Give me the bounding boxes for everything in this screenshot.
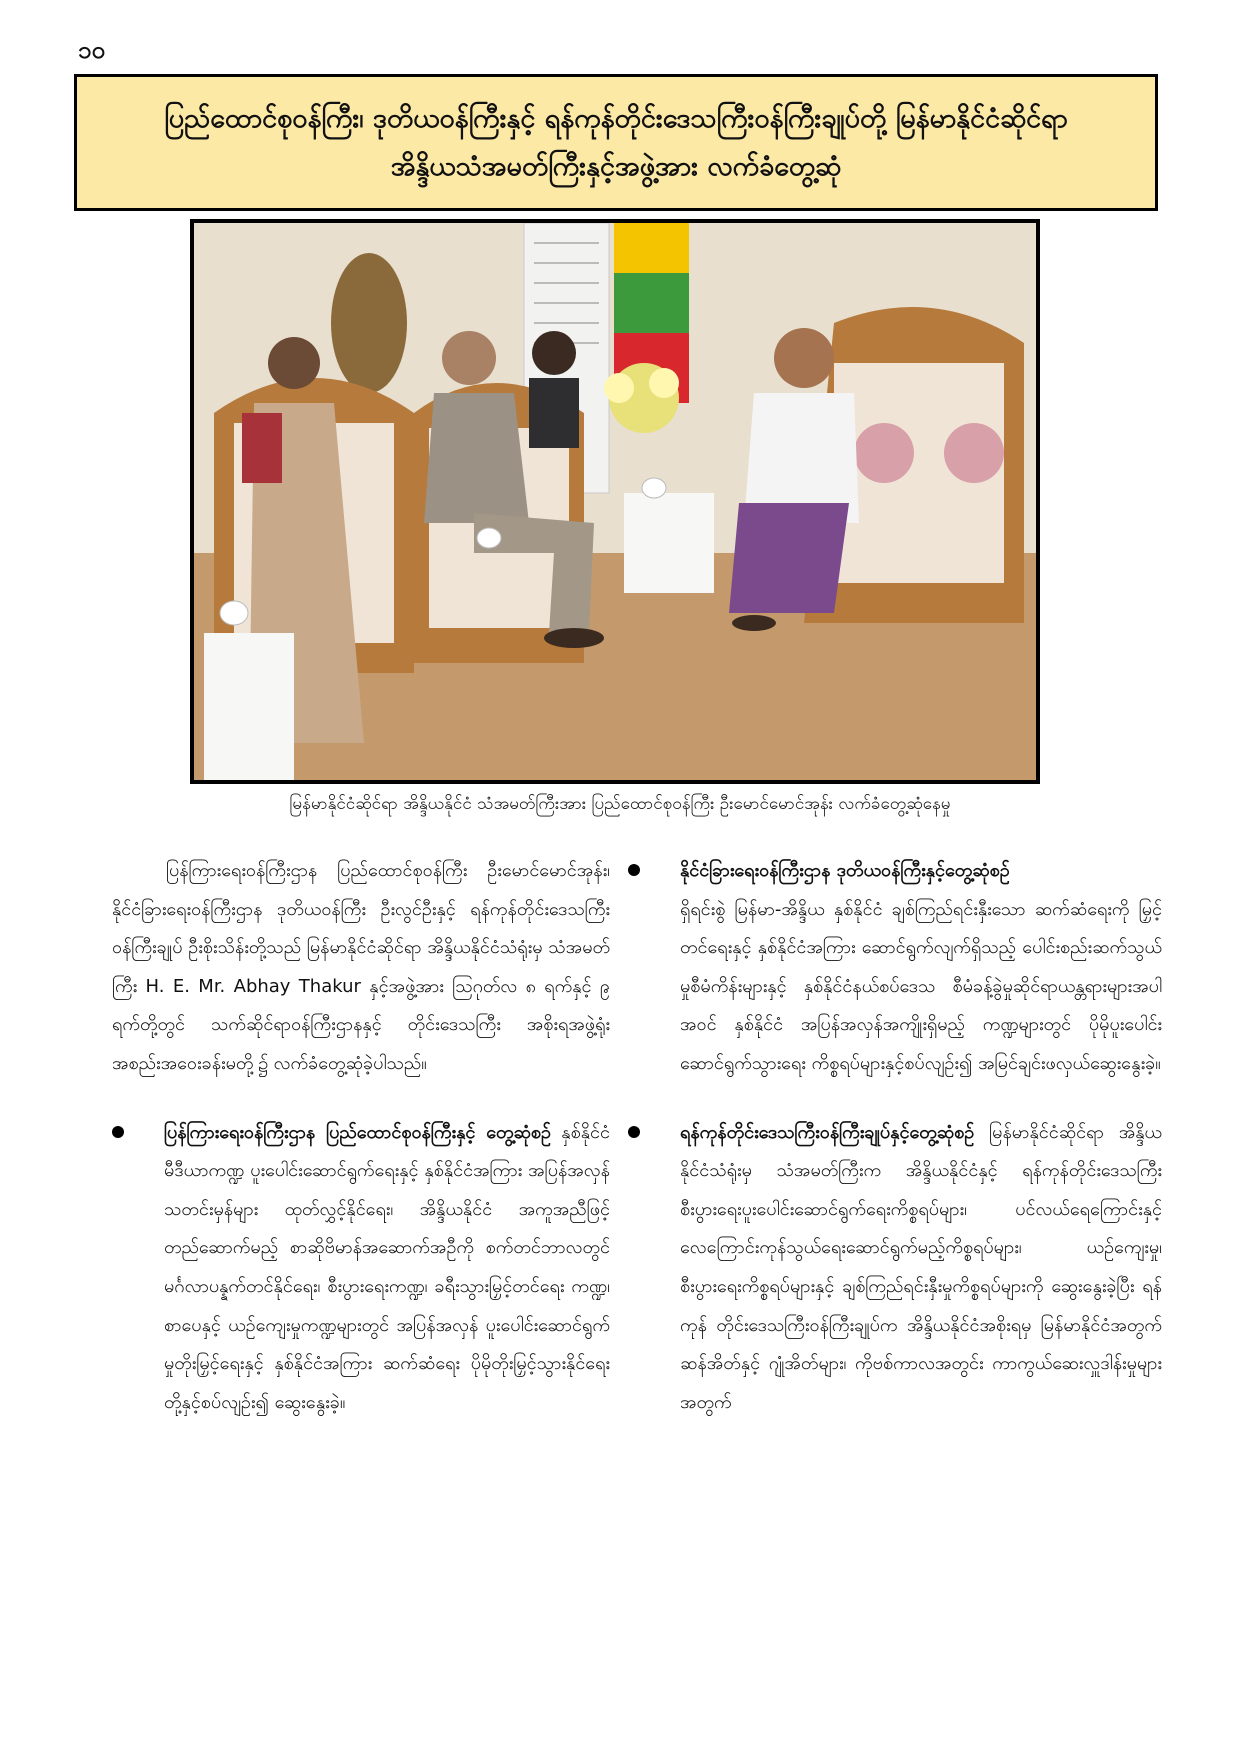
bullet-icon xyxy=(628,1126,640,1138)
page-number: ၁၀ xyxy=(78,36,105,64)
intro-paragraph: ပြန်ကြားရေးဝန်ကြီးဌာန ပြည်ထောင်စုဝန်ကြီး ဦးမောင်မောင်အုန်း၊ နိုင်ငံခြားရေးဝန်ကြီးဌာန ဒုတိယဝန်ကြီး ဦးလွင်ဦးနှင့် ရန်ကုန်တိုင်းဒေသကြီးဝန်ကြီးချုပ် ဦးစိုးသိန်းတို့သည် မြန်မာနိုင်ငံဆိုင်ရာ အိန္ဒိယနိုင်ငံသံရုံးမှ သံအမတ်ကြီး H. E. Mr. Abhay Thakur နှင့်အဖွဲ့အား သြဂုတ်လ ၈ ရက်နှင့် ၉ ရက်တို့တွင် သက်ဆိုင်ရာဝန်ကြီးဌာနနှင့် တိုင်းဒေသကြီး အစိုးရအဖွဲ့ရုံး အစည်းအဝေးခန်းမတို့၌ လက်ခံတွေ့ဆုံခဲ့ပါသည်။ xyxy=(112,860,610,1074)
bullet-body: ရှိရင်းစွဲ မြန်မာ-အိန္ဒိယ နှစ်နိုင်ငံ ချစ်ကြည်ရင်းနှီးသော ဆက်ဆံရေးကို မြှင့်တင်ရေးနှင့် နှစ်နိုင်ငံအကြား ဆောင်ရွက်လျက်ရှိသည့် ပေါင်းစည်းဆက်သွယ်မှုစီမံကိန်းများနှင့် နှစ်နိုင်ငံနယ်စပ်ဒေသ စီမံခန့်ခွဲမှုဆိုင်ရာယန္တရားများအပါ အဝင် နှစ်နိုင်ငံ အပြန်အလှန်အကျိုးရှိမည့် ကဏ္ဍများတွင် ပိုမိုပူးပေါင်းဆောင်ရွက်သွားရေး ကိစ္စရပ်များနှင့်စပ်လျဉ်း၍ အမြင်ချင်းဖလှယ်ဆွေးနွေးခဲ့။ xyxy=(680,898,1162,1074)
bullet-foreign-affairs xyxy=(628,852,1162,1084)
bullet-yangon-region xyxy=(628,1114,1162,1423)
bullet-body: မြန်မာနိုင်ငံဆိုင်ရာ အိန္ဒိယနိုင်ငံသံရုံးမှ သံအမတ်ကြီးက အိန္ဒိယနိုင်ငံနှင့် ရန်ကုန်တိုင်းဒေသကြီး စီးပွားရေးပူးပေါင်းဆောင်ရွက်ရေးကိစ္စရပ်များ၊ ပင်လယ်ရေကြောင်းနှင့် လေကြောင်းကုန်သွယ်ရေးဆောင်ရွက်မည့်ကိစ္စရပ်များ၊ ယဉ်ကျေးမှု၊ စီးပွားရေးကိစ္စရပ်များနှင့် ချစ်ကြည်ရင်းနှီးမှုကိစ္စရပ်များကို ဆွေးနွေးခဲ့ပြီး ရန်ကုန် တိုင်းဒေသကြီးဝန်ကြီးချုပ်က အိန္ဒိယနိုင်ငံအစိုးရမှ မြန်မာနိုင်ငံအတွက် ဆန်အိတ်နှင့် ဂျုံအိတ်များ၊ ကိုဗစ်ကာလအတွင်း ကာကွယ်ဆေးလှူဒါန်းမှုများအတွက် xyxy=(680,1121,1162,1413)
bullet-heading: နိုင်ငံခြားရေးဝန်ကြီးဌာန ဒုတိယဝန်ကြီးနှင့်တွေ့ဆုံစဉ် xyxy=(680,860,1010,881)
bullet-heading: ရန်ကုန်တိုင်းဒေသကြီးဝန်ကြီးချုပ်နှင့်တွေ့ဆုံစဉ် xyxy=(680,1121,975,1143)
bullet-icon xyxy=(628,864,640,876)
meeting-photo-illustration xyxy=(194,223,1036,780)
title-line-2: အိန္ဒိယသံအမတ်ကြီးနှင့်အဖွဲ့အား လက်ခံတွေ့ဆုံ xyxy=(390,150,842,182)
title-line-1: ပြည်ထောင်စုဝန်ကြီး၊ ဒုတိယဝန်ကြီးနှင့် ရန်ကုန်တိုင်းဒေသကြီးဝန်ကြီးချုပ်တို့ မြန်မာနိုင်ငံဆိုင်ရာ xyxy=(164,102,1068,134)
meeting-photo xyxy=(190,219,1040,784)
bullet-heading: ပြန်ကြားရေးဝန်ကြီးဌာန ပြည်ထောင်စုဝန်ကြီးနှင့် တွေ့ဆုံစဉ် xyxy=(164,1121,552,1143)
photo-caption: မြန်မာနိုင်ငံဆိုင်ရာ အိန္ဒိယနိုင်ငံ သံအမတ်ကြီးအား ပြည်ထောင်စုဝန်ကြီး ဦးမောင်မောင်အုန်း လက်ခံတွေ့ဆုံနေမှု xyxy=(289,794,951,814)
bullet-information-ministry xyxy=(112,1114,610,1423)
bullet-icon xyxy=(112,1126,124,1138)
left-column xyxy=(112,852,610,1422)
bullet-body: နှစ်နိုင်ငံ မီဒီယာကဏ္ဍ ပူးပေါင်းဆောင်ရွက်ရေးနှင့် နှစ်နိုင်ငံအကြား အပြန်အလှန်သတင်းမှန်များ ထုတ်လွှင့်နိုင်ရေး၊ အိန္ဒိယနိုင်ငံ အကူအညီဖြင့် တည်ဆောက်မည့် စာဆိုဗိမာန်အဆောက်အဦကို စက်တင်ဘာလတွင် မင်္ဂလာပန္နက်တင်နိုင်ရေး၊ စီးပွားရေးကဏ္ဍ၊ ခရီးသွားမြှင့်တင်ရေး ကဏ္ဍ၊ စာပေနှင့် ယဉ်ကျေးမှုကဏ္ဍများတွင် အပြန်အလှန် ပူးပေါင်းဆောင်ရွက်မှုတိုးမြှင့်ရေးနှင့် နှစ်နိုင်ငံအကြား ဆက်ဆံရေး ပိုမိုတိုးမြှင့်သွားနိုင်ရေးတို့နှင့်စပ်လျဉ်း၍ ဆွေးနွေးခဲ့။ xyxy=(164,1121,611,1413)
right-column xyxy=(628,852,1162,1422)
title-box xyxy=(74,74,1158,211)
